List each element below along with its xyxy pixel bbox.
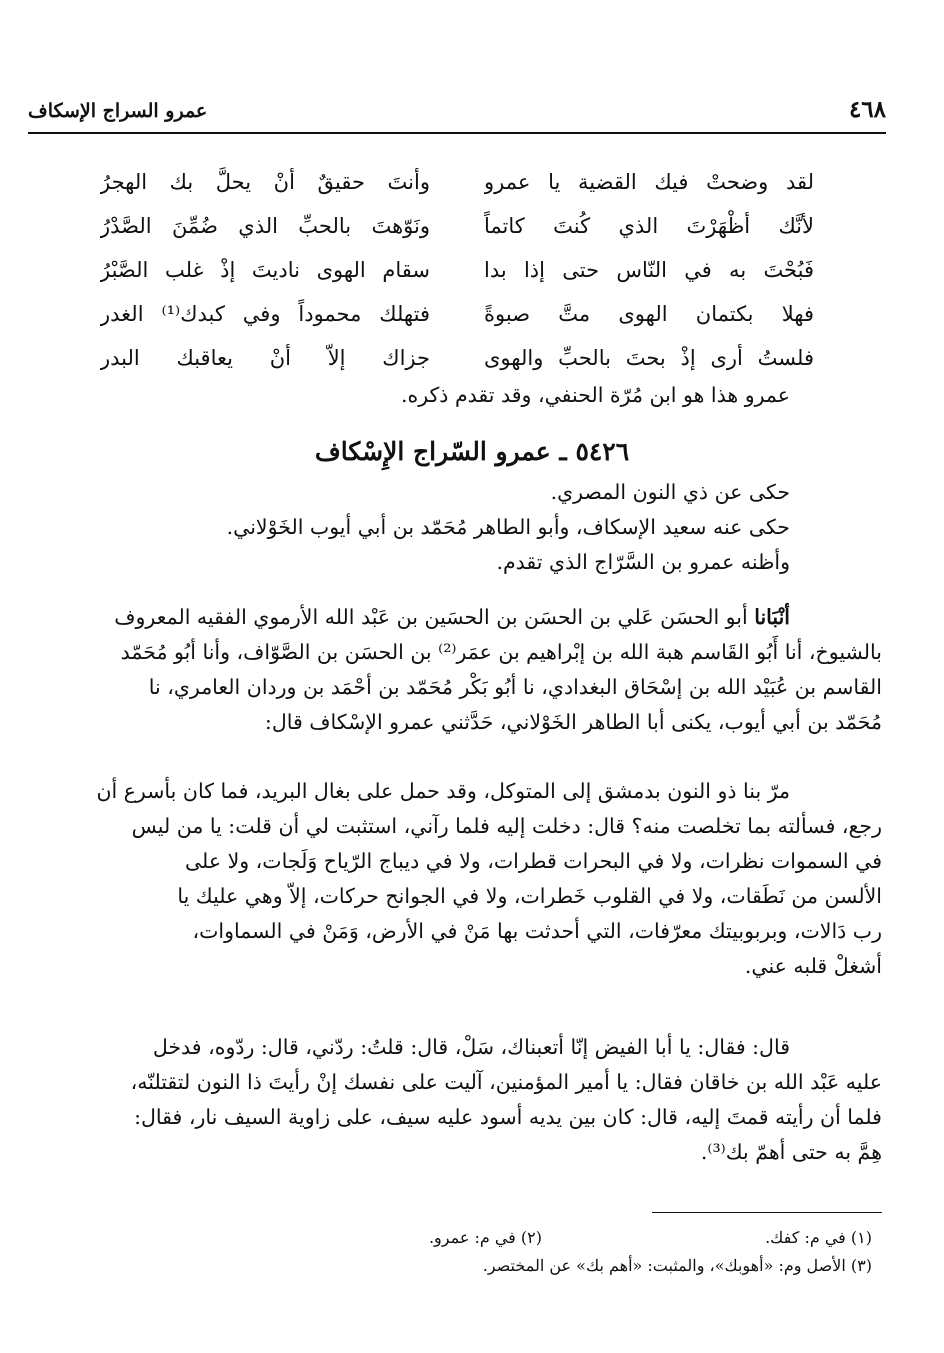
footnote-row (62, 1224, 872, 1252)
narrative-line: رجع، فسألته بما تخلصت منه؟ قال: دخلت إليه فلما رآني، استثبت لي أن قلت: يا من ليس (131, 814, 882, 838)
entry-line: وأظنه عمرو بن السَّرّاج الذي تقدم. (496, 550, 790, 574)
narrative-paragraph-2 (62, 1030, 882, 1170)
isnad-line: القاسم بن عُبَيْد الله بن إسْحَاق البغدادي، نا أبُو بَكْر مُحَمّد بن أحْمَد بن وردان العامري، نا (148, 675, 882, 699)
narrative-line: الألسن من نَطَقات، ولا في القلوب خَطرات، ولا في الجوانح حركات، إلاّ وهي عليك يا (177, 884, 882, 908)
narrative-line: فلما أن رأيته قمتَ إليه، قال: كان بين يديه أسود عليه سيف، على زاوية السيف نار، فقال: (134, 1105, 882, 1129)
page-number: ٤٦٨ (848, 96, 886, 123)
running-header (28, 92, 886, 134)
isnad-line-text: أبو الحسَن عَلي بن الحسَن بن الحسَين بن عَبْد الله الأرموي الفقيه المعروف (114, 605, 748, 629)
isnad-paragraph (62, 600, 882, 740)
poem-note (62, 378, 882, 413)
narrative-line: أشغلْ قلبه عني. (744, 954, 882, 978)
entry-line: حكى عن ذي النون المصري. (550, 480, 790, 504)
verse-first-hemistich: فهلا بكتمان الهوى متَّ صبوةً (484, 302, 814, 326)
entry-heading: ٥٤٢٦ ـ عمرو السّراج الإِسْكاف (314, 437, 630, 466)
verse-first-hemistich: فلستُ أرى إذْ بحتَ بالحبِّ والهوى (484, 346, 814, 370)
narrative-line: هِمَّ به حتى أهمّ بك⁽³⁾. (700, 1140, 882, 1164)
entry-intro (62, 475, 882, 580)
verse-first-hemistich: لأنَّك أظْهَرْتَ الذي كُنتَ كاتماً (484, 214, 814, 238)
poem-verse (100, 292, 814, 336)
verse-second-hemistich: وأنتَ حقيقٌ أنْ يحلَّ بك الهجرُ (100, 170, 430, 194)
footnotes (62, 1224, 872, 1280)
footnote-separator (652, 1212, 882, 1213)
poem-verse (100, 336, 814, 380)
verse-first-hemistich: فَبُحْتَ به في النّاس حتى إذا بدا (484, 258, 814, 282)
footnote-1: (١) في م: كفك. (765, 1228, 872, 1247)
running-title: عمرو السراج الإسكاف (28, 100, 208, 122)
isnad-line: بالشيوخ، أنا أَبُو القَاسم هبة الله بن إبْراهيم بن عمَر⁽²⁾ بن الحسَن بن الصَّوّاف، وأنا أبُو مُحَمّد (120, 640, 882, 664)
poem (100, 160, 814, 380)
verse-second-hemistich: جزاك إلاّ أنْ يعاقبك البدر (100, 346, 430, 370)
narrative-paragraph-1 (62, 774, 882, 984)
isnad-line (62, 600, 882, 635)
footnote-row (62, 1252, 872, 1280)
isnad-lead-word: أنْبَانا (754, 605, 790, 629)
verse-first-hemistich: لقد وضحتْ فيك القضية يا عمرو (484, 170, 814, 194)
narrative-line: في السموات نظرات، ولا في البحرات قطرات، ولا في ديباج الرّياح وَلَجات، ولا على (184, 849, 882, 873)
verse-second-hemistich: سقام الهوى ناديتَ إذْ غلب الصَّبْرُ (100, 258, 430, 282)
narrative-line: قال: فقال: يا أبا الفيض إنّا أتعبناك، سَلْ، قال: قلتُ: ردّني، قال: ردّوه، فدخل (152, 1035, 790, 1059)
verse-second-hemistich: فتهلك محموداً وفي كبدك⁽¹⁾ الغدر (100, 302, 430, 326)
poem-verse (100, 248, 814, 292)
footnote-3: (٣) الأصل وم: «أهوبك»، والمثبت: «أهم بك» عن المختصر. (482, 1256, 872, 1275)
entry-line: حكى عنه سعيد الإسكاف، وأبو الطاهر مُحَمّد بن أبي أيوب الخَوْلاني. (226, 515, 790, 539)
footnote-2: (٢) في م: عمرو. (428, 1228, 542, 1247)
narrative-line: رب دَالات، وبربوبيتك معرّفات، التي أحدثت بها مَنْ في الأرض، وَمَنْ في السماوات، (192, 919, 882, 943)
poem-verse (100, 160, 814, 204)
narrative-line: مرّ بنا ذو النون بدمشق إلى المتوكل، وقد حمل على بغال البريد، فما كان بأسرع أن (96, 779, 790, 803)
poem-verse (100, 204, 814, 248)
narrative-line: عليه عَبْد الله بن خاقان فقال: يا أمير المؤمنين، آليت على نفسك إنْ رأيتَ ذا النون لتقتلنّه، (130, 1070, 882, 1094)
poem-note-line: عمرو هذا هو ابن مُرّة الحنفي، وقد تقدم ذكره. (400, 383, 790, 407)
isnad-line: مُحَمّد بن أبي أيوب، يكنى أبا الطاهر الخَوْلاني، حَدَّثني عمرو الإسْكاف قال: (264, 710, 882, 734)
verse-second-hemistich: ونَوّهتَ بالحبِّ الذي ضُمِّنَ الصَّدْرُ (100, 214, 430, 238)
